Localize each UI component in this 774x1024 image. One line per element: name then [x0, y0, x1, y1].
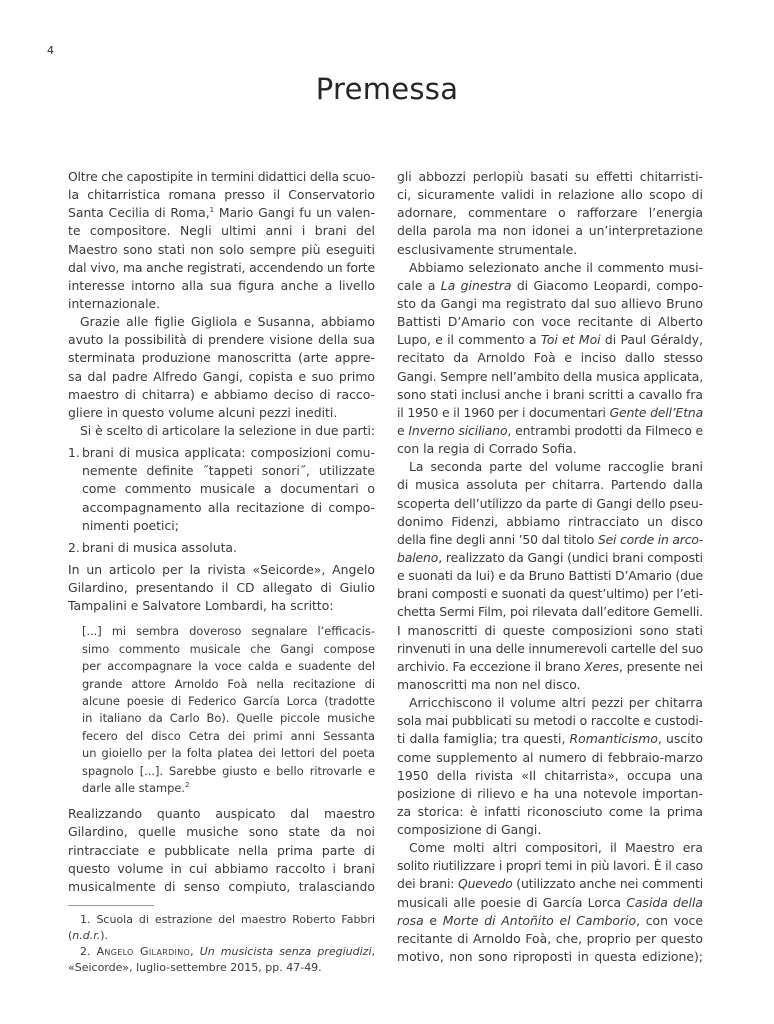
paragraph-intro: Oltre che capostipite in termini didattici della scuo- la chitarristica romana presso il Conservatorio Santa Cecilia di Roma,$^1$ Mario Gangi fu un valen- te compositore. Negli ultimi anni i brani del Maestro sono stati non solo sempre più eseguiti dal vivo, ma anche registrati, accendendo un forte interesse intorno alla sua figura anche a livello internazionale.	[68, 169, 376, 311]
footnotes: 1. Scuola di estrazione del maestro Roberto Fabbri (n.d.r.). 2. Angelo Gilardino, Un musicista senza pregiudizi, «Seicorde», luglio-settembre 2015, pp. 47-49.	[68, 913, 375, 974]
block-quote: [...] mi sembra doveroso segnalare l’efficacis- simo commento musicale che Gangi compose per accompagnare la voce calda e suadente del grande attore Arnoldo Foà nella recitazione di alcune poesie di Federico García Lorca (tradotte in italiano da Carlo Bo). Quelle piccole musiche fecero del disco Cetra dei primi anni Sessanta un gioiello per la folta platea dei lettori del poeta spagnolo [...]. Sarebbe giusto e bello ritrovarle e darle alle stampe.$^2$	[82, 624, 375, 795]
paragraph-selection: Si è scelto di articolare la selezione in due parti:	[80, 422, 375, 438]
page-title: Premessa	[315, 72, 459, 106]
right-column	[397, 168, 703, 966]
page-number: 4	[47, 44, 54, 57]
left-column	[68, 168, 375, 976]
paragraph-realizzando: Realizzando quanto auspicato dal maestro Gilardino, quelle musiche sono state da noi rintracciate e pubblicate nella prima parte di questo volume in cui abbiamo raccolto i brani musicalmente di senso compiuto, tralasciando	[68, 806, 375, 894]
paragraph-come-molti: Come molti altri compositori, il Maestro era solito riutilizzare i propri temi in più lavori. È il caso dei brani: Quevedo (utilizzato anche nei commenti musicali alle poesie di García Lorca Casida della rosa e Morte di Antoñito el Camborio, con voce recitante di Arnoldo Foà, che, proprio per questo motivo, non sono riproposti in questa edizione);	[397, 840, 703, 965]
paragraph-arricchiscono: Arricchiscono il volume altri pezzi per chitarra sola mai pubblicati su metodi o raccolte e custodi- ti dalla famiglia; tra questi, Romanticismo, uscito come supplemento al numero di febbraio-marzo 1950 della rivista «Il chitarrista», occupa una posizione di rilievo e ha una notevole importan- za storica: è infatti riconosciuto come la prima composizione di Gangi.	[397, 695, 703, 838]
footnote-ref-1[interactable]: 1	[209, 206, 215, 215]
paragraph-selezionato: Abbiamo selezionato anche il commento musi- cale a La ginestra di Giacomo Leopardi, compo- sto da Gangi ma registrato dal suo allievo Bruno Battisti D’Amario con voce recitante di Alberto Lupo, e il commento a Toi et Moi di Paul Géraldy, recitato da Arnoldo Foà e inciso dallo stesso Gangi. Sempre nell’ambito della musica applicata, sono stati inclusi anche i brani scritti a cavallo fra il 1950 e il 1960 per i documentari Gente dell’Etna e Inverno siciliano, entrambi prodotti da Filmeco e con la regia di Corrado Sofia.	[397, 259, 704, 457]
footnote-ref-2[interactable]: 2	[184, 781, 190, 790]
paragraph-article: In un articolo per la rivista «Seicorde», Angelo Gilardino, presentando il CD allegato di Giulio Tampalini e Salvatore Lombardi, ha scritto:	[68, 561, 375, 614]
paragraph-grazie: Grazie alle figlie Gigliola e Susanna, abbiamo avuto la possibilità di prendere visione della sua sterminata produzione manoscritta (arte appre- sa dal padre Alfredo Gangi, copista e suo primo maestro di chitarra) e abbiamo deciso di racco- gliere in questo volume alcuni pezzi inediti.	[68, 314, 375, 420]
paragraph-abbozzi: gli abbozzi perlopiù basati su effetti chitarristi- ci, sicuramente validi in relazione allo scopo di adornare, commentare o rafforzare l’energia della parola ma non idonei a un’interpretazione esclusivamente strumentale.	[397, 169, 703, 257]
list-item-1: 1. brani di musica applicata: composizioni comu- nemente definite ˝tappeti sonori˝, utilizzate come commento musicale a documentari o accompagnamento alla recitazione di compo- nimenti poetici;	[68, 445, 375, 533]
paragraph-seconda-parte: La seconda parte del volume raccoglie brani di musica assoluta per chitarra. Partendo dalla scoperta dell’utilizzo da parte di Gangi dello pseu- donimo Fidenzi, abbiamo rintracciato un disco della fine degli anni ’50 dal titolo Sei corde in arco- baleno, realizzato da Gangi (undici brani composti e suonati da lui) e da Bruno Battisti D’Amario (due brani composti e suonati da quest’ultimo) per l’eti- chetta Sermi Film, poi rilevata dall’editore Gemelli. I manoscritti di queste composizioni sono stati rinvenuti in una delle innumerevoli cartelle del suo archivio. Fa eccezione il brano Xeres, presente nei manoscritti ma non nel disco.	[397, 459, 703, 692]
footnote-divider	[68, 905, 154, 906]
list-item-2: 2. brani di musica assoluta.	[68, 539, 237, 555]
footnote-2: 2. Angelo Gilardino, Un musicista senza pregiudizi,	[80, 945, 375, 958]
footnote-1: 1. Scuola di estrazione del maestro Roberto Fabbri	[80, 913, 375, 926]
